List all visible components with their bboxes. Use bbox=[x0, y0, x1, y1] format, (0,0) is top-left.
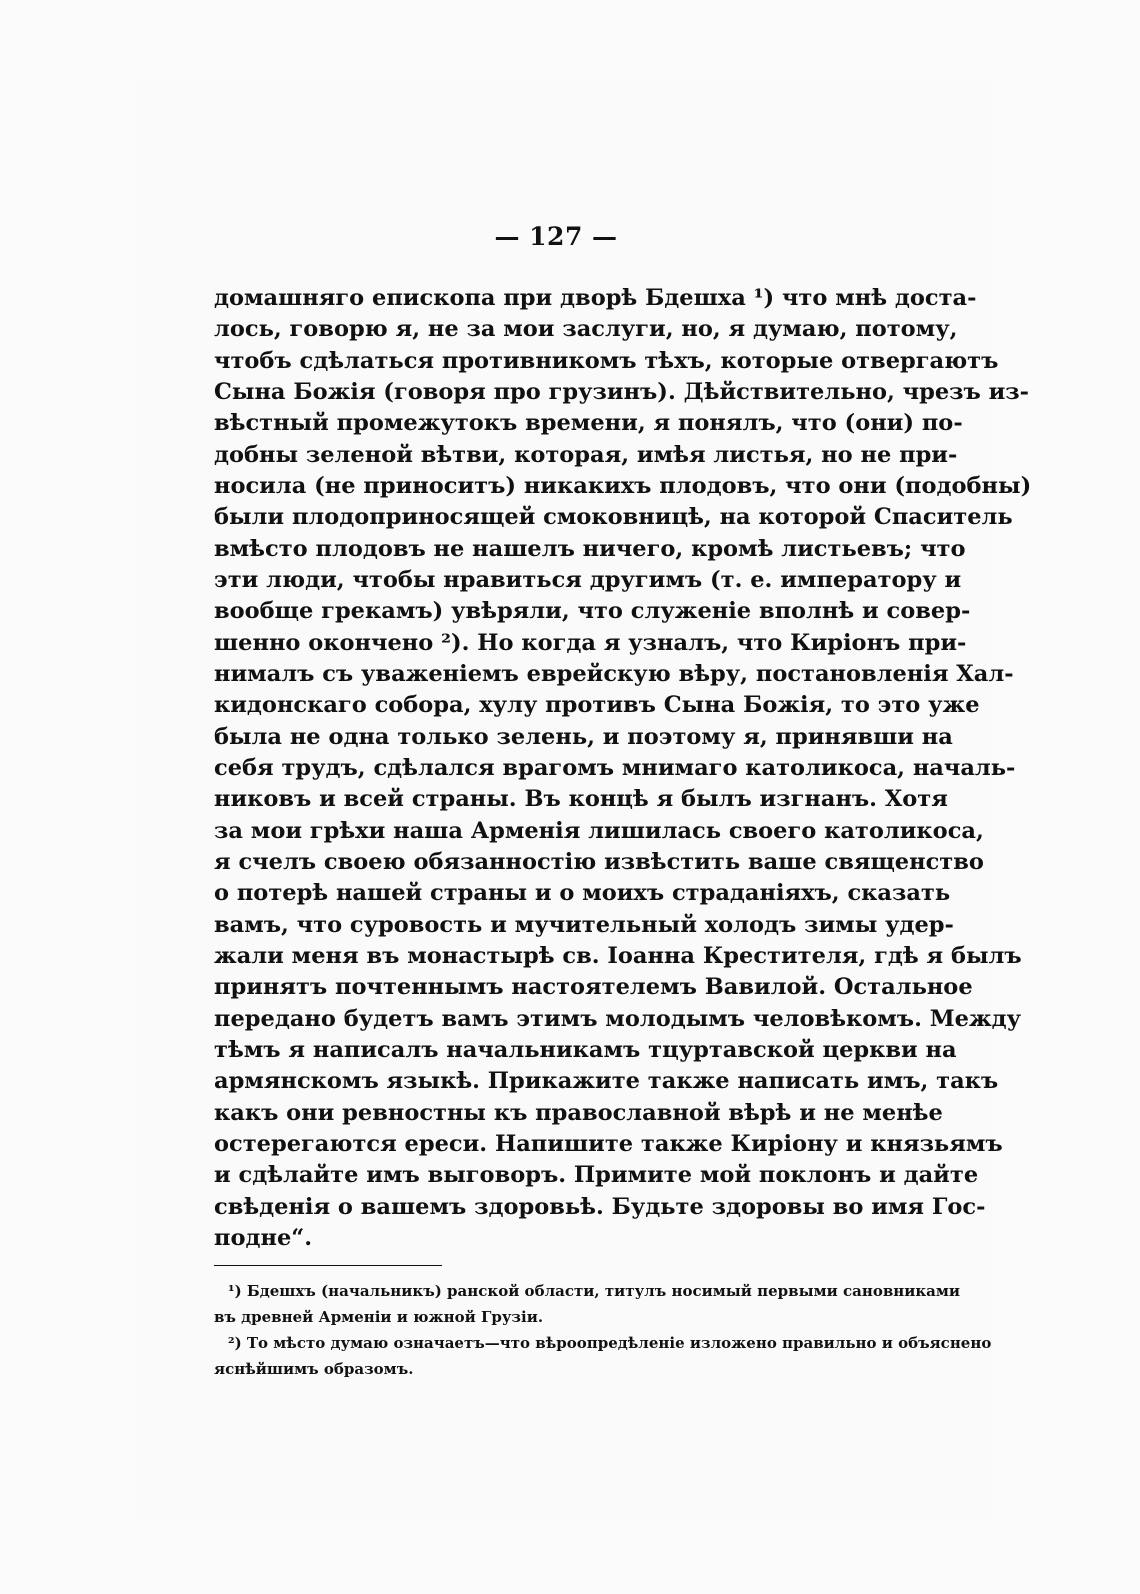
body-line: о потерѣ нашей страны и о моихъ страданіяхъ, сказать bbox=[214, 880, 951, 907]
body-line: кидонскаго собора, хулу противъ Сына Божія, то это уже bbox=[214, 692, 980, 719]
page-number: — 127 — bbox=[494, 222, 618, 251]
body-line: я счелъ своею обязанностію извѣстить ваше священство bbox=[214, 848, 984, 875]
body-line: шенно окончено ²). Но когда я узналъ, что Киріонъ при- bbox=[214, 629, 967, 656]
body-line: чтобъ сдѣлаться противникомъ тѣхъ, которые отвергаютъ bbox=[214, 347, 999, 374]
body-line: были плодоприносящей смоковницѣ, на которой Спаситель bbox=[214, 504, 1013, 531]
footnote-divider bbox=[214, 1265, 442, 1266]
footnote-2-line: ²) То мѣсто думаю означаетъ—что вѣроопредѣленіе изложено правильно и объяснено bbox=[228, 1334, 992, 1352]
footnote-2-continuation: яснѣйшимъ образомъ. bbox=[214, 1360, 414, 1378]
body-line: вѣстный промежутокъ времени, я понялъ, что (они) по- bbox=[214, 410, 963, 437]
body-line: за мои грѣхи наша Арменія лишилась своего католикоса, bbox=[214, 817, 984, 844]
body-line-last: подне“. bbox=[214, 1224, 313, 1251]
body-line: тѣмъ я написалъ начальникамъ тцуртавской церкви на bbox=[214, 1036, 957, 1063]
body-line: эти люди, чтобы нравиться другимъ (т. е. императору и bbox=[214, 566, 962, 593]
body-line: носила (не приноситъ) никакихъ плодовъ, что они (подобны) bbox=[214, 472, 1032, 499]
body-line: жали меня въ монастырѣ св. Іоанна Крестителя, гдѣ я былъ bbox=[214, 942, 1022, 969]
body-line: какъ они ревностны къ православной вѣрѣ и не менѣе bbox=[214, 1099, 943, 1126]
body-line: лось, говорю я, не за мои заслуги, но, я думаю, потому, bbox=[214, 316, 958, 343]
body-line: вообще грекамъ) увѣряли, что служеніе вполнѣ и совер- bbox=[214, 598, 971, 625]
footnotes bbox=[214, 1278, 992, 1382]
body-line: Сына Божія (говоря про грузинъ). Дѣйствительно, чрезъ из- bbox=[214, 378, 1029, 405]
body-line: свѣденія о вашемъ здоровьѣ. Будьте здоровы во имя Гос- bbox=[214, 1193, 986, 1220]
body-line: вмѣсто плодовъ не нашелъ ничего, кромѣ листьевъ; что bbox=[214, 535, 966, 562]
body-line: была не одна только зелень, и поэтому я, принявши на bbox=[214, 723, 953, 750]
body-line: нималъ съ уваженіемъ еврейскую вѣру, постановленія Хал- bbox=[214, 660, 1014, 687]
footnote-1-line: ¹) Бдешхъ (начальникъ) ранской области, титулъ носимый первыми сановниками bbox=[228, 1282, 961, 1300]
body-line: остерегаются ереси. Напишите также Киріону и князьямъ bbox=[214, 1130, 1003, 1157]
body-line: и сдѣлайте имъ выговоръ. Примите мой поклонъ и дайте bbox=[214, 1162, 979, 1189]
body-line: себя трудъ, сдѣлался врагомъ мнимаго католикоса, началь- bbox=[214, 754, 1016, 781]
body-line: добны зеленой вѣтви, которая, имѣя листья, но не при- bbox=[214, 441, 958, 468]
body-line: домашняго епископа при дворѣ Бдешха ¹) что мнѣ доста- bbox=[214, 285, 977, 311]
footnote-1-continuation: въ древней Арменіи и южной Грузіи. bbox=[214, 1308, 544, 1326]
body-text bbox=[214, 283, 1032, 1254]
body-line: вамъ, что суровость и мучительный холодъ зимы удер- bbox=[214, 911, 954, 938]
body-line: армянскомъ языкѣ. Прикажите также написать имъ, такъ bbox=[214, 1068, 999, 1095]
body-line: передано будетъ вамъ этимъ молодымъ человѣкомъ. Между bbox=[214, 1005, 1022, 1032]
body-line: принятъ почтеннымъ настоятелемъ Вавилой. Остальное bbox=[214, 974, 973, 1001]
body-line: никовъ и всей страны. Въ концѣ я былъ изгнанъ. Хотя bbox=[214, 786, 948, 813]
